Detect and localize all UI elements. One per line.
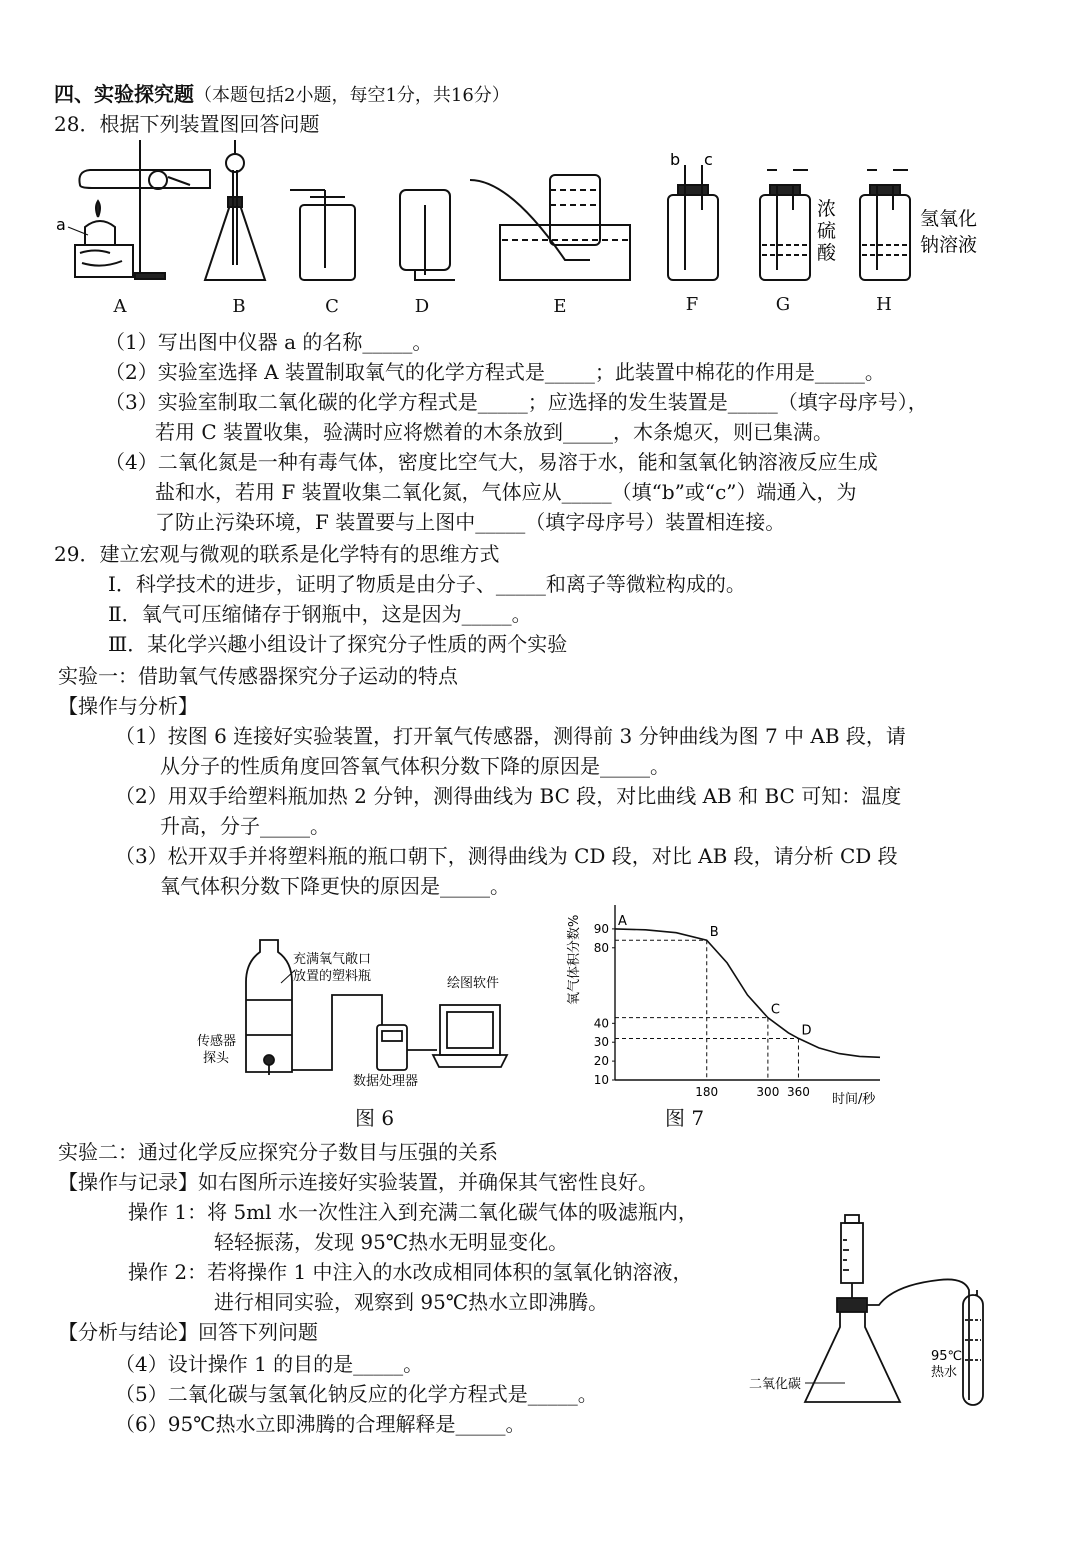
exp1-line-5: （3）松开双手并将塑料瓶的瓶口朝下，测得曲线为 CD 段，对比 AB 段，请分析 CD 段: [115, 844, 898, 868]
chart-series-line: [615, 929, 880, 1057]
fig6-sensor-1: 传感器: [197, 1034, 237, 1049]
label-F: F: [685, 294, 699, 315]
label-H: H: [876, 294, 892, 315]
label-a: a: [56, 215, 66, 234]
exp2-line-2: 操作 1：将 5ml 水一次性注入到充满二氧化碳气体的吸滤瓶内，: [128, 1200, 698, 1224]
chart-ytick-label: 40: [593, 1016, 609, 1031]
exp1-line-1: （1）按图 6 连接好实验装置，打开氧气传感器，测得前 3 分钟曲线为图 7 中 AB 段，请: [115, 724, 906, 748]
apparatus-f: [668, 165, 718, 280]
chart-ytick-label: 90: [593, 921, 609, 936]
section-note: （本题包括2小题，每空1分，共16分）: [194, 85, 510, 106]
fig6-processor: 数据处理器: [353, 1074, 419, 1089]
q28-line-2: （2）实验室选择 A 装置制取氧气的化学方程式是_____；此装置中棉花的作用是_____。: [105, 360, 885, 384]
flask-water-1: 95℃: [931, 1349, 963, 1364]
exp1-head: 【操作与分析】: [58, 694, 198, 718]
q28-line-3: （3）实验室制取二氧化碳的化学方程式是_____；应选择的发生装置是_____（填字母序号），: [105, 390, 928, 414]
chart-ylabel: 氧气体积分数%: [567, 914, 582, 1005]
chart-xtick-label: 360: [787, 1085, 810, 1099]
apparatus-figure: [40, 135, 990, 295]
fig6-bottle-1: 充满氧气敞口: [293, 952, 372, 967]
flask-figure: [745, 1210, 1005, 1410]
label-E: E: [553, 296, 567, 317]
label-C: C: [325, 296, 339, 317]
label-A: A: [113, 296, 127, 317]
exp2-line-6: 【分析与结论】回答下列问题: [58, 1320, 318, 1344]
exp2-line-7: （4）设计操作 1 的目的是_____。: [115, 1352, 424, 1376]
fig7-caption: 图 7: [665, 1106, 705, 1130]
label-G: G: [775, 294, 791, 315]
exp1-line-4: 升高，分子_____。: [160, 814, 330, 838]
exp2-line-1: 【操作与记录】如右图所示连接好实验装置，并确保其气密性良好。: [58, 1170, 658, 1194]
chart-ytick-label: 80: [593, 940, 609, 955]
apparatus-d: [400, 190, 455, 280]
g-liquid-1: 浓: [817, 198, 837, 220]
q28-line-7: 了防止污染环境，F 装置要与上图中_____（填字母序号）装置相连接。: [155, 510, 786, 534]
chart-ytick-label: 30: [593, 1035, 609, 1050]
q28-line-1: （1）写出图中仪器 a 的名称_____。: [105, 330, 433, 354]
fig6-software: 绘图软件: [447, 976, 500, 991]
exp2-line-8: （5）二氧化碳与氢氧化钠反应的化学方程式是_____。: [115, 1382, 598, 1406]
h-liquid-1: 氢氧化: [920, 208, 978, 230]
exp1-line-2: 从分子的性质角度回答氧气体积分数下降的原因是_____。: [160, 754, 670, 778]
label-c: c: [704, 150, 713, 169]
g-liquid-3: 酸: [817, 242, 837, 264]
h-liquid-2: 钠溶液: [920, 234, 978, 256]
apparatus-g: [760, 170, 810, 280]
apparatus-b: [205, 140, 265, 280]
chart-point-label: C: [770, 1002, 780, 1018]
chart-ytick-label: 10: [593, 1073, 609, 1087]
chart-xtick-label: 300: [756, 1085, 780, 1099]
exp2-line-5: 进行相同实验，观察到 95℃热水立即沸腾。: [214, 1290, 609, 1314]
label-b: b: [670, 150, 681, 169]
chart-xtick-label: 180: [695, 1085, 719, 1099]
chart-xlabel: 时间/秒: [832, 1092, 876, 1105]
q28-line-6: 盐和水，若用 F 装置收集二氧化氮，气体应从_____（填“b”或“c”）端通入，为: [155, 480, 857, 504]
exp2-line-3: 轻轻振荡，发现 95℃热水无明显变化。: [214, 1230, 569, 1254]
exp1-line-6: 氧气体积分数下降更快的原因是_____。: [160, 874, 510, 898]
chart-point-label: D: [801, 1023, 812, 1039]
q28-line-5: （4）二氧化氮是一种有毒气体，密度比空气大，易溶于水，能和氢氧化钠溶液反应生成: [105, 450, 878, 474]
chart-ytick-label: 20: [593, 1054, 609, 1069]
chart-point-label: B: [709, 925, 719, 941]
q29-stem: 29．建立宏观与微观的联系是化学特有的思维方式: [54, 542, 500, 566]
exp2-line-4: 操作 2：若将操作 1 中注入的水改成相同体积的氢氧化钠溶液，: [128, 1260, 693, 1284]
fig6-bottle-2: 放置的塑料瓶: [293, 969, 372, 984]
exp1-title: 实验一：借助氧气传感器探究分子运动的特点: [58, 664, 458, 688]
flask-co2: 二氧化碳: [749, 1377, 802, 1392]
q29-item-3: Ⅲ．某化学兴趣小组设计了探究分子性质的两个实验: [108, 632, 568, 656]
section-header: [54, 80, 510, 110]
label-B: B: [232, 296, 246, 317]
q28-stem: 28．根据下列装置图回答问题: [54, 112, 320, 136]
chart-point-label: A: [618, 913, 627, 929]
figure-6: [185, 925, 525, 1100]
exp1-line-3: （2）用双手给塑料瓶加热 2 分钟，测得曲线为 BC 段，对比曲线 AB 和 BC 可知：温度: [115, 784, 902, 808]
flask-water-2: 热水: [931, 1365, 958, 1380]
fig6-sensor-2: 探头: [203, 1051, 230, 1066]
apparatus-c: [290, 190, 355, 280]
figure-7-chart: [560, 895, 900, 1105]
apparatus-h: [860, 170, 910, 280]
section-title: 四、实验探究题: [54, 82, 194, 106]
exp2-title: 实验二：通过化学反应探究分子数目与压强的关系: [58, 1140, 498, 1164]
q29-item-2: Ⅱ．氧气可压缩储存于钢瓶中，这是因为_____。: [108, 602, 532, 626]
apparatus-a: [75, 140, 210, 279]
apparatus-e: [470, 175, 630, 280]
label-D: D: [414, 296, 430, 317]
q28-line-4: 若用 C 装置收集，验满时应将燃着的木条放到_____，木条熄灭，则已集满。: [155, 420, 834, 444]
exp2-line-9: （6）95℃热水立即沸腾的合理解释是_____。: [115, 1412, 526, 1436]
g-liquid-2: 硫: [817, 220, 837, 242]
fig6-caption: 图 6: [355, 1106, 395, 1130]
q29-item-1: Ⅰ．科学技术的进步，证明了物质是由分子、_____和离子等微粒构成的。: [108, 572, 746, 596]
